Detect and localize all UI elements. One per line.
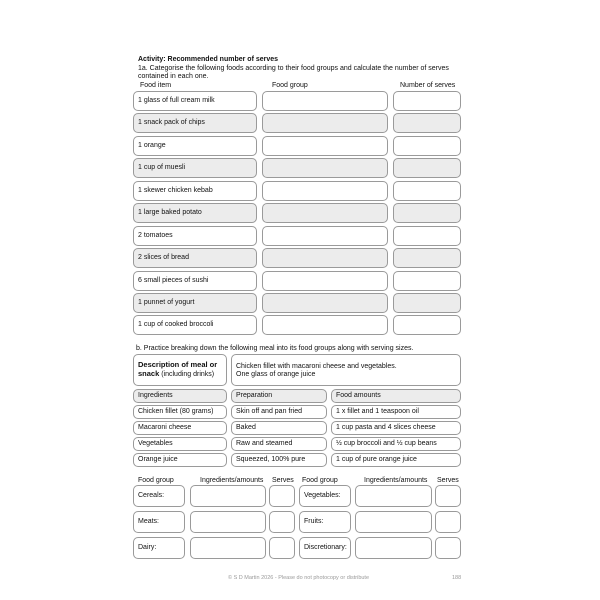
food-item-cell: 1 cup of muesli (133, 158, 257, 178)
food-group-field[interactable] (262, 271, 388, 291)
header-food-item: Food item (140, 82, 172, 89)
serves-field[interactable] (393, 271, 461, 291)
food-item-cell: 2 tomatoes (133, 226, 257, 246)
meal-description-label-rest: (including drinks) (159, 370, 215, 378)
summary-group-vegetables: Vegetables: (299, 485, 351, 507)
summary-serves-field[interactable] (435, 485, 461, 507)
meal-description-label-bold: Description of meal or snack (138, 360, 218, 378)
food-group-field[interactable] (262, 203, 388, 223)
activity-title: Activity: Recommended number of serves (138, 56, 279, 63)
ingredient-cell: Vegetables (133, 437, 227, 451)
footer-copyright: © S D Martin 2026 - Please do not photocopy or distribute (228, 575, 370, 581)
summary-group-meats: Meats: (133, 511, 185, 533)
ingredient-cell: Macaroni cheese (133, 421, 227, 435)
food-amount-cell: 1 cup of pure orange juice (331, 453, 461, 467)
summary-ingredients-field[interactable] (355, 537, 432, 559)
food-group-field[interactable] (262, 91, 388, 111)
header-preparation: Preparation (231, 389, 327, 403)
ingredient-cell: Chicken fillet (80 grams) (133, 405, 227, 419)
ingredient-cell: Orange juice (133, 453, 227, 467)
serves-field[interactable] (393, 203, 461, 223)
serves-field[interactable] (393, 226, 461, 246)
summary-group-discretionary: Discretionary: (299, 537, 351, 559)
food-group-field[interactable] (262, 315, 388, 335)
serves-field[interactable] (393, 315, 461, 335)
food-amount-cell: 1 cup pasta and 4 slices cheese (331, 421, 461, 435)
food-amount-cell: ½ cup broccoli and ½ cup beans (331, 437, 461, 451)
header-number-of-serves: Number of serves (400, 82, 456, 89)
summary-ingredients-field[interactable] (190, 485, 266, 507)
food-group-field[interactable] (262, 158, 388, 178)
preparation-cell: Squeezed, 100% pure (231, 453, 327, 467)
summary-right-header-ingredients: Ingredients/amounts (364, 477, 428, 484)
summary-serves-field[interactable] (269, 485, 295, 507)
serves-field[interactable] (393, 91, 461, 111)
serves-field[interactable] (393, 181, 461, 201)
meal-description-label (133, 354, 227, 386)
serves-field[interactable] (393, 293, 461, 313)
header-food-amounts: Food amounts (331, 389, 461, 403)
preparation-cell: Skin off and pan fried (231, 405, 327, 419)
preparation-cell: Raw and steamed (231, 437, 327, 451)
summary-serves-field[interactable] (435, 511, 461, 533)
serves-field[interactable] (393, 136, 461, 156)
meal-description-line-2: One glass of orange juice (236, 370, 316, 378)
serves-field[interactable] (393, 158, 461, 178)
summary-group-cereals: Cereals: (133, 485, 185, 507)
summary-ingredients-field[interactable] (355, 485, 432, 507)
food-item-cell: 1 cup of cooked broccoli (133, 315, 257, 335)
food-item-cell: 1 glass of full cream milk (133, 91, 257, 111)
food-group-field[interactable] (262, 226, 388, 246)
summary-serves-field[interactable] (269, 537, 295, 559)
food-item-cell: 1 snack pack of chips (133, 113, 257, 133)
summary-ingredients-field[interactable] (190, 511, 266, 533)
summary-serves-field[interactable] (435, 537, 461, 559)
food-group-field[interactable] (262, 181, 388, 201)
serves-field[interactable] (393, 248, 461, 268)
food-item-cell: 6 small pieces of sushi (133, 271, 257, 291)
summary-ingredients-field[interactable] (190, 537, 266, 559)
footer-page-number: 188 (452, 575, 462, 581)
summary-left-header-ingredients: Ingredients/amounts (200, 477, 264, 484)
food-item-cell: 1 orange (133, 136, 257, 156)
meal-description-line-1: Chicken fillet with macaroni cheese and vegetables. (236, 363, 397, 370)
food-amount-cell: 1 x fillet and 1 teaspoon oil (331, 405, 461, 419)
food-item-cell: 1 skewer chicken kebab (133, 181, 257, 201)
header-food-group: Food group (272, 82, 308, 89)
summary-ingredients-field[interactable] (355, 511, 432, 533)
food-group-field[interactable] (262, 113, 388, 133)
summary-group-dairy: Dairy: (133, 537, 185, 559)
summary-right-header-food-group: Food group (302, 477, 338, 484)
food-group-field[interactable] (262, 248, 388, 268)
food-group-field[interactable] (262, 293, 388, 313)
food-group-field[interactable] (262, 136, 388, 156)
preparation-cell: Baked (231, 421, 327, 435)
serves-field[interactable] (393, 113, 461, 133)
instruction-1a: 1a. Categorise the following foods according to their food groups and calculate the number of serves contained in each one. (138, 65, 449, 81)
meal-description-text (231, 354, 461, 386)
food-item-cell: 1 punnet of yogurt (133, 293, 257, 313)
food-item-cell: 2 slices of bread (133, 248, 257, 268)
instruction-b: b. Practice breaking down the following meal into its food groups along with serving sizes. (136, 345, 414, 352)
summary-left-header-serves: Serves (272, 477, 294, 484)
summary-left-header-food-group: Food group (138, 477, 174, 484)
summary-group-fruits: Fruits: (299, 511, 351, 533)
food-item-cell: 1 large baked potato (133, 203, 257, 223)
summary-serves-field[interactable] (269, 511, 295, 533)
header-ingredients: Ingredients (133, 389, 227, 403)
summary-right-header-serves: Serves (437, 477, 459, 484)
